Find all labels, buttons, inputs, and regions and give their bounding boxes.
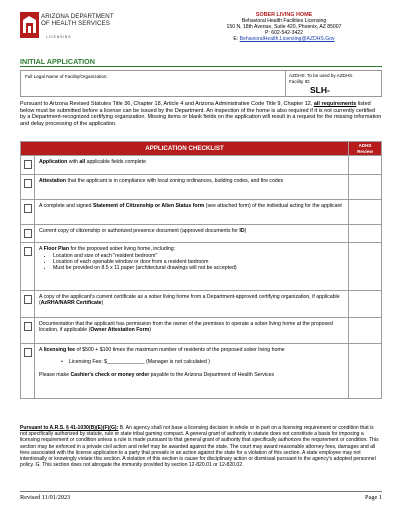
adhs-logo — [20, 12, 116, 42]
checklist-row-floor-plan — [21, 243, 381, 291]
intro-text-2: listed below must be submitted before a license can be issued by the Department. An inspection of the home is also required if it is not currently certified by a Department-recognized certifying organization. Missing items or blank fields on the application will result in a request for the missing information and delay processing of the application. — [20, 101, 382, 127]
statute-paragraph — [20, 425, 382, 468]
list-item: • Location and size of each "resident bedroom" — [53, 253, 344, 259]
adhs-use-label — [289, 73, 354, 84]
checklist-item-citizenship: A complete and signed Statement of Citizenship or Alien Status form (see attached form) of the individual acting for the applicant — [35, 200, 349, 224]
adhs-use-line-1: AZDHS: To be used by AZDHS. — [289, 73, 354, 78]
checklist-row-citizenship — [21, 200, 381, 225]
email-prefix: E: — [233, 36, 240, 43]
intro-emphasis: all requirements — [313, 101, 357, 107]
adhs-review-cell[interactable] — [349, 175, 381, 199]
fee-checkbox[interactable] — [24, 348, 32, 357]
checklist-title: APPLICATION CHECKLIST — [21, 142, 349, 155]
document-title: INITIAL APPLICATION — [20, 57, 95, 66]
logo-line-2: OF HEALTH SERVICES — [41, 20, 110, 27]
checklist-row-fee — [21, 344, 381, 398]
office-phone: P: 602-542-3422 — [265, 30, 303, 37]
payment-instructions: Please make Cashier's check or money order payable to the Arizona Department of Health Services — [39, 371, 275, 378]
intro-text-1: Pursuant to Arizona Revised Statutes Title 36, Chapter 18, Article 4 and Arizona Administrative Code Title 9, Chapter 12, — [20, 101, 314, 107]
adhs-review-cell[interactable] — [349, 344, 381, 398]
checklist-item-certificate: A copy of the applicant's current certificate as a sober living home from a Department-approved certifying organization, if applicable (AzRHA/NARR Certificate) — [35, 291, 349, 317]
office-name: Behavioral Health Facilities Licensing — [241, 18, 327, 25]
checklist-item-id: Current copy of citizenship or authorized presence document (approved documents for ID) — [35, 225, 349, 242]
checklist-row-attestation — [21, 175, 381, 200]
checklist-header — [21, 142, 381, 156]
facility-id-label: Facility ID: — [289, 78, 311, 84]
page-number: Page 1 — [365, 494, 382, 501]
office-email-line — [184, 36, 384, 42]
permission-checkbox[interactable] — [24, 322, 32, 331]
logo-subtitle: LICENSING — [46, 35, 72, 39]
checklist-item-application: Application with all applicable fields complete — [35, 156, 349, 174]
email-link[interactable]: BehavioralHealth.Licensing@AZDHS.Gov — [239, 36, 335, 43]
facility-name-label: Full Legal Name of Facility/Organization: — [25, 74, 108, 79]
intro-paragraph — [20, 101, 382, 127]
list-item: • Must be provided on 8.5 x 11 paper (architectural drawings will not be accepted) — [53, 265, 344, 271]
adhs-review-cell[interactable] — [349, 291, 381, 317]
logo-line-1: ARIZONA DEPARTMENT — [41, 13, 114, 20]
list-item: • Location of each openable window or door from a resident bedroom — [53, 259, 344, 265]
application-checklist — [20, 141, 382, 399]
checklist-row-certificate — [21, 291, 381, 318]
checklist-row-application — [21, 156, 381, 175]
facility-id-value: SLH- — [310, 85, 330, 95]
checklist-row-permission — [21, 318, 381, 344]
facility-box-divider — [285, 71, 286, 96]
licensing-fee-line[interactable]: • Licensing Fee: $_____________ (Manager is not calculated ) — [61, 359, 211, 366]
adhs-review-cell[interactable] — [349, 225, 381, 242]
revision-date: Revised 11/01/2023 — [20, 494, 71, 501]
checklist-row-id — [21, 225, 381, 243]
program-title: SOBER LIVING HOME — [255, 12, 313, 18]
adhs-logo-mark-icon — [20, 12, 39, 38]
adhs-review-header — [349, 142, 381, 155]
facility-info-box — [20, 70, 382, 97]
checklist-item-permission: Documentation that the applicant has permission from the owner of the premises to operate a sober living home at the proposed location, if applicable (Owner Attestation Form) — [35, 318, 349, 343]
attestation-checkbox[interactable] — [24, 179, 32, 188]
checklist-item-attestation: Attestation that the applicant is in compliance with local zoning ordinances, building codes, and fire codes — [35, 175, 349, 199]
logo-text — [41, 13, 114, 27]
statute-citation: Pursuant to A.R.S. § 41-1030(B)(E)(F)(G): — [20, 425, 119, 431]
adhs-header-line-2: Review — [357, 148, 373, 154]
title-divider — [20, 66, 382, 67]
adhs-review-cell[interactable] — [349, 318, 381, 343]
floor-plan-checkbox[interactable] — [24, 247, 32, 256]
footer-divider — [20, 491, 382, 492]
statute-text: B. An agency shall not base a licensing decision in whole or in part on a licensing requirement or condition that is not specifically authorized by statute, rule or state tribal gaming compact. A general grant of authority in statute does not constitute a basis for imposing a licensing requirement or condition unless a rule is made pursuant to that general grant of authority that specifically authorizes the requirement or condition. This section may be enforced in a private civil action and relief may be awarded against the state. The court may award reasonable attorney fees, damages and all fees associated with the license application to a party that prevails in an action against the state for a violation of this section. A state employee may not intentionally or knowingly violate this section. A violation of this section is cause for disciplinary action or dismissal pursuant to the agency's adopted personnel policy. G. This section does not abrogate the immunity provided by section 12-820.01 or 12-820.02. — [20, 425, 379, 469]
checklist-item-floor-plan: A Floor Plan for the proposed sober living home, including: • Location and size of each "resident bedroom" • Location of each openable window or door from a resident bedroom • Must be provided on 8.5 x 11 paper (architectural drawings will not be accepted) — [35, 243, 349, 290]
certificate-checkbox[interactable] — [24, 295, 32, 304]
adhs-review-cell[interactable] — [349, 156, 381, 174]
adhs-review-cell[interactable] — [349, 243, 381, 290]
checklist-item-fee: A licensing fee of $500 + $100 times the maximum number of residents of the proposed sober living home • Licensing Fee: $_____________ (Manager is not calculated ) Please make Cashier's check or money order payable to the Arizona Department of Health Services — [35, 344, 349, 398]
citizenship-checkbox[interactable] — [24, 204, 32, 213]
floor-plan-requirements — [39, 253, 344, 272]
contact-block — [184, 12, 384, 42]
adhs-header-line-1: ADHS — [358, 143, 372, 148]
id-checkbox[interactable] — [24, 229, 32, 238]
office-address: 150 N. 18th Avenue, Suite 420, Phoenix, AZ 85007 — [226, 24, 342, 31]
adhs-review-cell[interactable] — [349, 200, 381, 224]
application-checkbox[interactable] — [24, 160, 32, 169]
